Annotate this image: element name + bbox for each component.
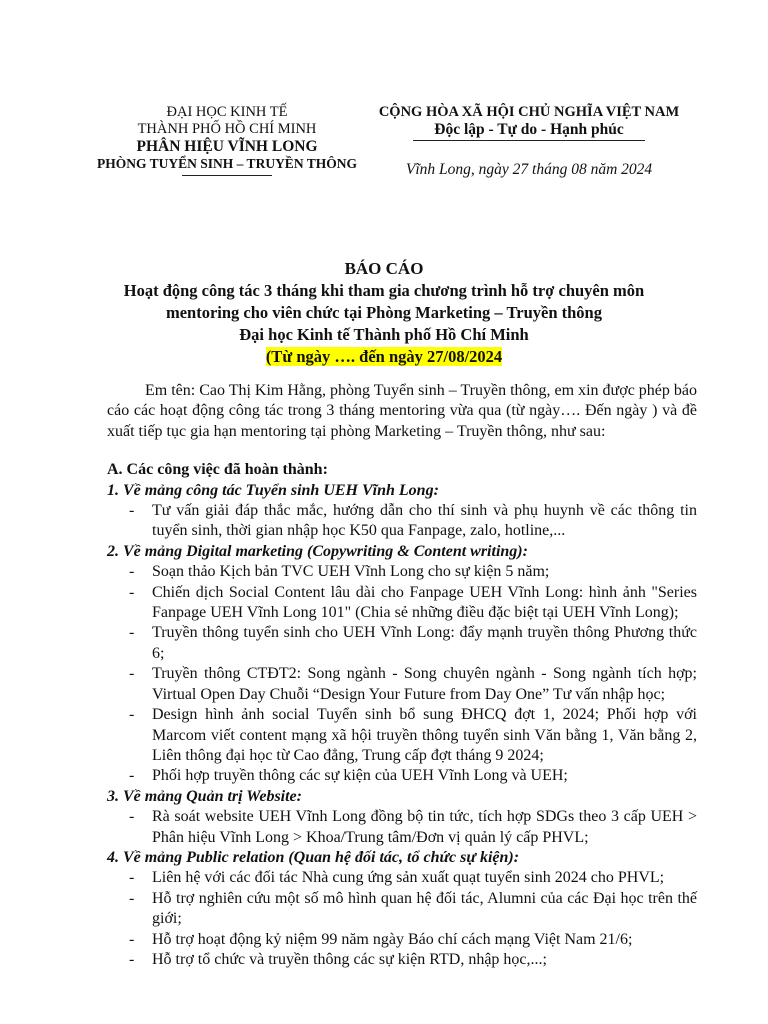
bullet-dash: - (129, 665, 135, 683)
report-subtitle-line-1: Hoạt động công tác 3 tháng khi tham gia chương trình hỗ trợ chuyên môn (123, 281, 645, 300)
department-name: PHÒNG TUYỂN SINH – TRUYỀN THÔNG (97, 156, 357, 171)
list-item-text: Truyền thông CTĐT2: Song ngành - Song chuyên ngành - Song ngành tích hợp; Virtual Open Day Chuỗi “Design Your Future from Day One” Tư vấn nhập học; (152, 665, 697, 703)
document-date: Vĩnh Long, ngày 27 tháng 08 năm 2024 (405, 161, 653, 178)
bullet-dash: - (129, 930, 135, 948)
report-subtitle-line-2: mentoring cho viên chức tại Phòng Marketing – Truyền thông (165, 303, 602, 322)
institution-header (82, 104, 372, 176)
bullet-dash: - (129, 869, 135, 887)
national-title: CỘNG HÒA XÃ HỘI CHỦ NGHĨA VIỆT NAM (378, 104, 680, 120)
list-item-text: Design hình ảnh social Tuyển sinh bổ sung ĐHCQ đợt 1, 2024; Phối hợp với Marcom viết content mạng xã hội truyền thông tuyển sinh Văn bằng 1, Văn bằng 2, Liên thông đại học từ Cao đẳng, Trung cấp đợt tháng 9 2024; (152, 706, 697, 764)
report-subtitle-line-3: Đại học Kinh tế Thành phố Hồ Chí Minh (239, 325, 529, 344)
bullet-dash: - (129, 583, 135, 601)
list-item (107, 583, 697, 624)
list-item (107, 562, 697, 582)
section-a-heading: A. Các công việc đã hoàn thành: (107, 461, 328, 479)
list-item (107, 623, 697, 664)
list-item (107, 807, 697, 848)
bullet-dash: - (129, 563, 135, 581)
list-item (107, 501, 697, 542)
report-period: (Từ ngày …. đến ngày 27/08/2024 (265, 347, 503, 366)
bullet-dash: - (129, 624, 135, 642)
subsection-heading: 2. Về mảng Digital marketing (Copywriting & Content writing): (107, 542, 528, 560)
bullet-dash: - (129, 808, 135, 826)
list-item (107, 766, 697, 786)
bullet-list (107, 807, 697, 848)
bullet-dash: - (129, 767, 135, 785)
report-title: BÁO CÁO (344, 259, 424, 278)
national-header (362, 104, 696, 179)
bullet-list (107, 562, 697, 786)
list-item-text: Hỗ trợ tổ chức và truyền thông các sự kiện RTD, nhập học,...; (152, 950, 547, 968)
bullet-dash: - (129, 950, 135, 968)
bullet-list (107, 501, 697, 542)
subsection-heading: 4. Về mảng Public relation (Quan hệ đối tác, tổ chức sự kiện): (107, 848, 520, 866)
report-title-block (60, 258, 708, 368)
list-item (107, 930, 697, 950)
national-motto: Độc lập - Tự do - Hạnh phúc (434, 121, 624, 138)
bullet-list (107, 868, 697, 970)
bullet-dash: - (129, 502, 135, 520)
list-item-text: Tư vấn giải đáp thắc mắc, hướng dẫn cho thí sinh và phụ huynh về các thông tin tuyển sinh, thời gian nhập học K50 qua Fanpage, zalo, hotline,... (152, 502, 697, 540)
bullet-dash: - (129, 706, 135, 724)
subsection-heading: 1. Về mảng công tác Tuyển sinh UEH Vĩnh Long: (107, 481, 439, 499)
list-item (107, 664, 697, 705)
list-item-text: Chiến dịch Social Content lâu dài cho Fanpage UEH Vĩnh Long: hình ảnh "Series Fanpage UEH Vĩnh Long 101" (Chia sẻ những điều đặc biệt tại UEH Vĩnh Long); (152, 583, 697, 622)
list-item-text: Hỗ trợ nghiên cứu một số mô hình quan hệ đối tác, Alumni của các Đại học trên thế giới; (152, 889, 697, 928)
header-left-underline (182, 175, 272, 176)
list-item-text: Truyền thông tuyển sinh cho UEH Vĩnh Long: đẩy mạnh truyền thông Phương thức 6; (152, 624, 697, 662)
institution-line-1: ĐẠI HỌC KINH TẾ (166, 104, 288, 120)
bullet-dash: - (129, 889, 135, 907)
institution-line-3: PHÂN HIỆU VĨNH LONG (136, 138, 318, 155)
report-body (107, 381, 697, 970)
list-item-text: Liên hệ với các đối tác Nhà cung ứng sản xuất quạt tuyển sinh 2024 cho PHVL; (152, 869, 665, 887)
list-item-text: Soạn thảo Kịch bản TVC UEH Vĩnh Long cho sự kiện 5 năm; (152, 563, 550, 581)
list-item (107, 705, 697, 766)
subsection-heading: 3. Về mảng Quản trị Website: (107, 787, 302, 805)
subsections (107, 481, 697, 971)
institution-line-2: THÀNH PHỐ HỒ CHÍ MINH (137, 121, 317, 137)
list-item-text: Rà soát website UEH Vĩnh Long đồng bộ tin tức, tích hợp SDGs theo 3 cấp UEH > Phân hiệu Vĩnh Long > Khoa/Trung tâm/Đơn vị quản lý cấp PHVL; (152, 808, 697, 846)
intro-paragraph: Em tên: Cao Thị Kim Hằng, phòng Tuyển sinh – Truyền thông, em xin được phép báo cáo các hoạt động công tác trong 3 tháng mentoring vừa qua (từ ngày…. Đến ngày ) và đề xuất tiếp tục gia hạn mentoring tại phòng Marketing – Truyền thông, như sau: (107, 382, 697, 440)
list-item (107, 889, 697, 930)
list-item-text: Phối hợp truyền thông các sự kiện của UEH Vĩnh Long và UEH; (152, 767, 568, 785)
header-right-underline (413, 140, 645, 141)
list-item (107, 868, 697, 888)
list-item-text: Hỗ trợ hoạt động kỷ niệm 99 năm ngày Báo chí cách mạng Việt Nam 21/6; (152, 930, 633, 948)
list-item (107, 950, 697, 970)
